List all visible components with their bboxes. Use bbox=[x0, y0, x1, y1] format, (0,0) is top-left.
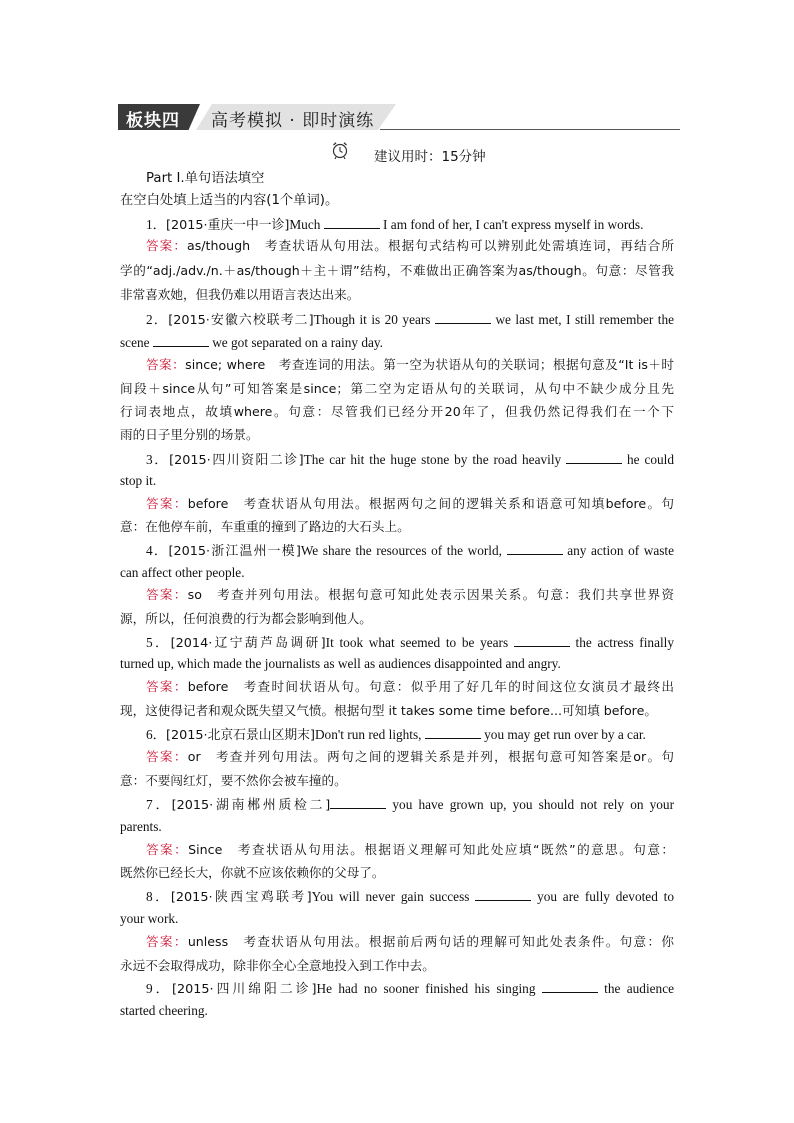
question-8-continued: your work. bbox=[120, 911, 179, 926]
question-text: We share the resources of the world, bbox=[300, 543, 502, 558]
question-5 bbox=[146, 633, 674, 653]
answer-blank bbox=[153, 333, 209, 347]
question-9-continued: started cheering. bbox=[120, 1003, 208, 1018]
question-text: the audience bbox=[604, 981, 675, 996]
answer-blank bbox=[435, 310, 491, 324]
answer-label: 答案： bbox=[146, 238, 188, 253]
explanation-line: 行词表地点，故填where。句意：尽管我们已经分开20年了，但我仍然记得我们在一个下 bbox=[120, 404, 674, 419]
answer-blank bbox=[514, 633, 570, 647]
answer-value: or bbox=[187, 749, 201, 764]
question-source: [2015·陕西宝鸡联考] bbox=[170, 890, 312, 905]
explanation-line: 源，所以，任何浪费的行为都会影响到他人。 bbox=[120, 611, 372, 626]
question-text: you are fully devoted to bbox=[537, 889, 674, 904]
explanation-line: 间段＋since从句”可知答案是since；第二空为定语从句的关联词，从句中不缺少成分且先 bbox=[120, 381, 674, 396]
question-text: the actress finally bbox=[575, 635, 675, 650]
question-number: 5． bbox=[146, 635, 171, 650]
answer-blank bbox=[542, 979, 598, 993]
explanation-text: 考查状语从句用法。根据两句之间的逻辑关系和语意可知填before。句 bbox=[243, 496, 675, 511]
explanation-text: 考查时间状语从句。句意：似乎用了好几年的时间这位女演员才最终出 bbox=[243, 679, 675, 694]
answer-1 bbox=[146, 237, 674, 255]
question-number: 6． bbox=[146, 727, 166, 742]
answer-blank bbox=[330, 795, 386, 809]
explanation-text: 考查状语从句用法。根据语义理解可知此处应填“既然”的意思。句意： bbox=[237, 842, 674, 857]
part-title: Part Ⅰ.单句语法填空 bbox=[146, 171, 265, 186]
part-instruction: 在空白处填上适当的内容(1个单词)。 bbox=[120, 193, 339, 208]
question-text: Much bbox=[289, 217, 321, 232]
answer-label: 答案： bbox=[146, 587, 188, 602]
question-1 bbox=[146, 215, 674, 235]
question-source: [2015·重庆一中一诊] bbox=[165, 218, 290, 233]
question-text: he could bbox=[627, 452, 675, 467]
explanation-text: 考查并列句用法。根据句意可知此处表示因果关系。句意：我们共享世界资 bbox=[217, 587, 675, 602]
question-text: we got separated on a rainy day. bbox=[212, 335, 384, 350]
answer-value: since; where bbox=[185, 357, 266, 372]
question-2-continued bbox=[120, 333, 674, 352]
question-source: [2015·四川绵阳二诊] bbox=[171, 982, 317, 997]
question-text: we last met, I still remember the bbox=[495, 312, 675, 327]
answer-label: 答案： bbox=[146, 496, 188, 511]
question-number: 3． bbox=[146, 452, 170, 467]
question-text: Though it is 20 years bbox=[313, 312, 431, 327]
question-source: [2015·四川资阳二诊] bbox=[169, 453, 304, 468]
question-number: 8． bbox=[146, 889, 171, 904]
question-text: scene bbox=[120, 335, 150, 350]
question-source: [2015·浙江温州一模] bbox=[168, 544, 301, 559]
question-text: I am fond of her, I can't express myself in words. bbox=[383, 217, 644, 232]
question-3 bbox=[146, 450, 674, 470]
explanation-line: 永远不会取得成功，除非你全心全意地投入到工作中去。 bbox=[120, 958, 435, 973]
explanation-text: 考查连词的用法。第一空为状语从句的关联词；根据句意及“It is＋时 bbox=[278, 357, 675, 372]
answer-8 bbox=[146, 933, 674, 951]
question-number: 1． bbox=[146, 217, 166, 232]
answer-value: before bbox=[187, 679, 229, 694]
question-source: [2014·辽宁葫芦岛调研] bbox=[170, 636, 326, 651]
answer-blank bbox=[566, 450, 622, 464]
question-4-continued: can affect other people. bbox=[120, 565, 245, 580]
question-8 bbox=[146, 887, 674, 907]
answer-value: before bbox=[187, 496, 229, 511]
question-number: 9． bbox=[146, 981, 172, 996]
question-text: Don't run red lights, bbox=[314, 727, 422, 742]
answer-blank bbox=[475, 887, 531, 901]
explanation-line: 现，这使得记者和观众既失望又气愤。根据句型 it takes some time before...可知填 before。 bbox=[120, 703, 657, 718]
answer-6 bbox=[146, 748, 674, 766]
section-header bbox=[118, 104, 680, 132]
header-rule bbox=[380, 129, 680, 130]
question-source: [2015·安徽六校联考二] bbox=[168, 313, 314, 328]
answer-5 bbox=[146, 678, 674, 696]
question-9 bbox=[146, 979, 674, 999]
answer-label: 答案： bbox=[146, 842, 189, 857]
explanation-line: 既然你已经长大，你就不应该依赖你的父母了。 bbox=[120, 865, 385, 880]
question-number: 4． bbox=[146, 543, 169, 558]
explanation-text: 考查并列句用法。两句之间的逻辑关系是并列，根据句意可知答案是or。句 bbox=[215, 749, 675, 764]
answer-7 bbox=[146, 841, 674, 859]
answer-value: as/though bbox=[187, 238, 251, 253]
question-7-continued: parents. bbox=[120, 819, 162, 834]
alarm-clock-icon bbox=[330, 140, 350, 160]
question-7 bbox=[146, 795, 674, 815]
answer-3 bbox=[146, 495, 674, 513]
section-tag: 板块四 bbox=[126, 111, 180, 131]
explanation-line: 意：在他停车前，车重重的撞到了路边的大石头上。 bbox=[120, 519, 410, 534]
answer-label: 答案： bbox=[146, 357, 186, 372]
explanation-line: 非常喜欢她，但我仍难以用语言表达出来。 bbox=[120, 287, 360, 302]
answer-value: unless bbox=[187, 934, 229, 949]
explanation-line: 意：不要闯红灯，要不然你会被车撞的。 bbox=[120, 773, 347, 788]
answer-value: Since bbox=[188, 842, 223, 857]
question-source: [2015·湖南郴州质检二] bbox=[171, 798, 331, 813]
explanation-line: 学的“adj./adv./n.＋as/though＋主＋谓”结构，不难做出正确答案为as/though。句意：尽管我 bbox=[120, 263, 674, 278]
question-6 bbox=[146, 725, 674, 745]
answer-label: 答案： bbox=[146, 934, 188, 949]
question-2 bbox=[146, 310, 674, 330]
question-text: It took what seemed to be years bbox=[325, 635, 509, 650]
explanation-line: 雨的日子里分别的场景。 bbox=[120, 427, 259, 442]
explanation-text: 考查状语从句用法。根据句式结构可以辨别此处需填连词，再结合所 bbox=[264, 238, 675, 253]
answer-4 bbox=[146, 586, 674, 604]
answer-blank bbox=[507, 541, 563, 555]
question-text: any action of waste bbox=[567, 543, 675, 558]
question-text: you may get run over by a car. bbox=[484, 727, 646, 742]
section-title: 高考模拟 · 即时演练 bbox=[211, 111, 375, 131]
question-3-continued: stop it. bbox=[120, 473, 157, 488]
answer-blank bbox=[324, 215, 380, 229]
question-text: He had no sooner finished his singing bbox=[316, 981, 536, 996]
answer-2 bbox=[146, 356, 674, 374]
answer-value: so bbox=[187, 587, 202, 602]
question-number: 7． bbox=[146, 797, 172, 812]
explanation-text: 考查状语从句用法。根据前后两句话的理解可知此处表条件。句意：你 bbox=[243, 934, 675, 949]
question-source: [2015·北京石景山区期末] bbox=[165, 728, 315, 743]
question-5-continued: turned up, which made the journalists as well as audiences disappointed and angry. bbox=[120, 656, 561, 671]
suggested-time: 建议用时：15分钟 bbox=[374, 149, 486, 165]
answer-blank bbox=[425, 725, 481, 739]
answer-label: 答案： bbox=[146, 679, 188, 694]
question-4 bbox=[146, 541, 674, 561]
question-number: 2． bbox=[146, 312, 169, 327]
question-text: You will never gain success bbox=[311, 889, 470, 904]
question-text: The car hit the huge stone by the road heavily bbox=[303, 452, 562, 467]
answer-label: 答案： bbox=[146, 749, 188, 764]
question-text: you have grown up, you should not rely on your bbox=[392, 797, 675, 812]
